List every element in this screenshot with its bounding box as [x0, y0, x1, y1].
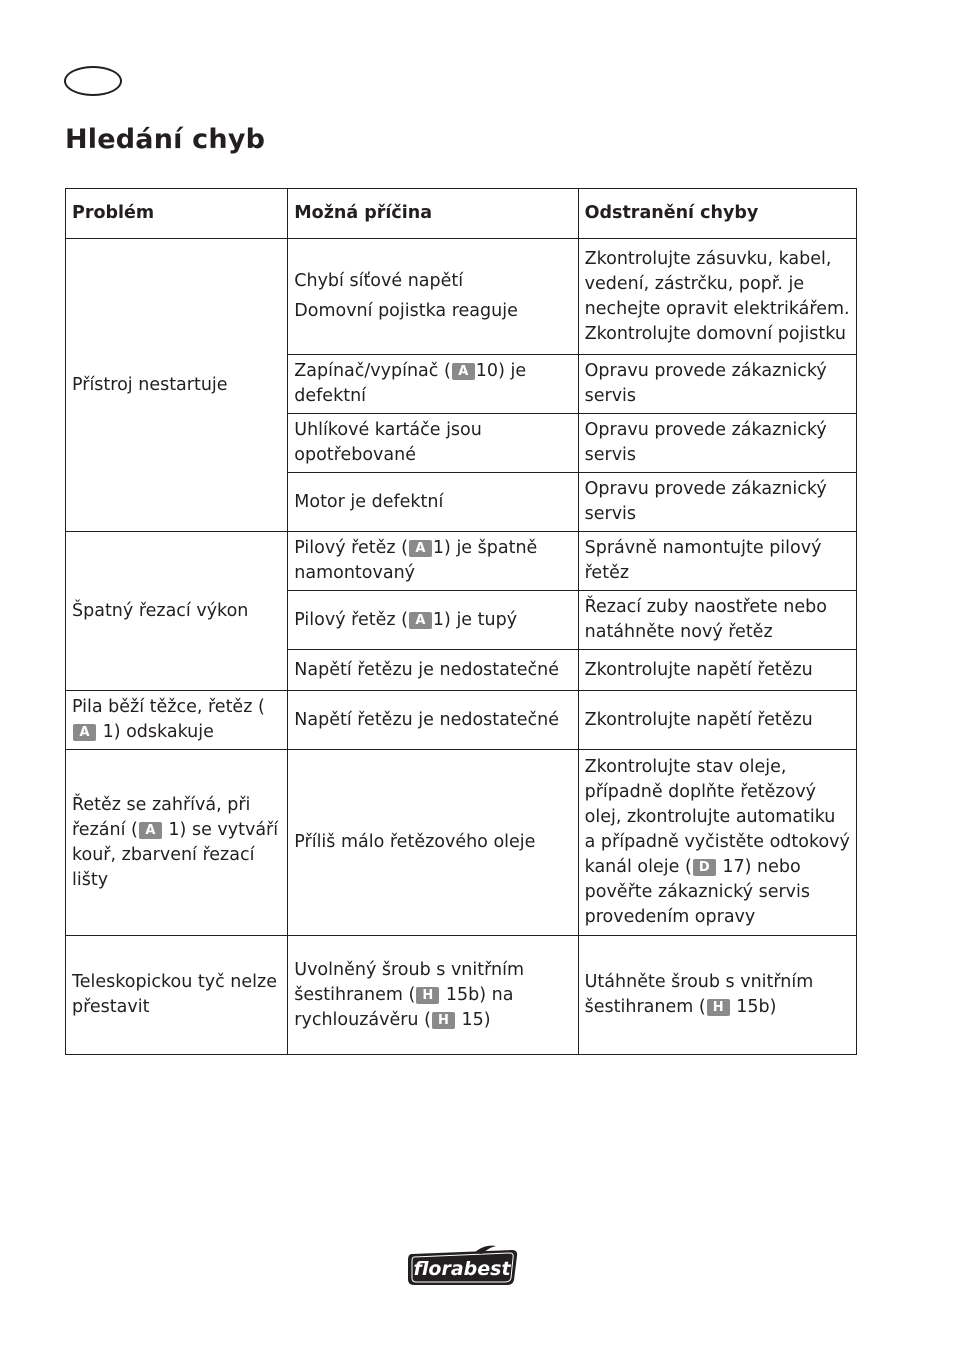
- problem-text: 1) se vytváří kouř, zbarvení řezací lišty: [72, 819, 279, 890]
- table-row: [66, 239, 857, 355]
- fix-text: 15b): [736, 997, 777, 1017]
- fix-cell: Zkontrolujte napětí řetězu: [578, 650, 856, 691]
- cause-cell: [288, 239, 578, 355]
- figure-a-badge: A: [409, 612, 432, 629]
- problem-cell: Teleskopickou tyč nelze přestavit: [66, 936, 288, 1055]
- cause-cell: Motor je defektní: [288, 473, 578, 532]
- cause-cell: Napětí řetězu je nedostatečné: [288, 691, 578, 750]
- fix-cell: Opravu provede zákaznický servis: [578, 355, 856, 414]
- problem-cell: Špatný řezací výkon: [66, 532, 288, 691]
- figure-h-badge: H: [416, 987, 439, 1004]
- fix-cell: Řezací zuby naostřete nebo natáhněte nový řetěz: [578, 591, 856, 650]
- header-problem: Problém: [66, 189, 288, 239]
- fix-cell: Opravu provede zákaznický servis: [578, 414, 856, 473]
- cause-cell: [288, 591, 578, 650]
- cause-line: Domovní pojistka reaguje: [294, 301, 518, 321]
- cause-text: Pilový řetěz (: [294, 538, 408, 558]
- table-header-row: [66, 189, 857, 239]
- figure-a-badge: A: [139, 822, 162, 839]
- cause-text: 15b) na rychlouzávěru (: [294, 984, 514, 1030]
- cause-cell: [288, 532, 578, 591]
- fix-cell: Správně namontujte pilový řetěz: [578, 532, 856, 591]
- figure-a-badge: A: [73, 724, 96, 741]
- cause-cell: Napětí řetězu je nedostatečné: [288, 650, 578, 691]
- figure-a-badge: A: [409, 540, 432, 557]
- cause-text: 1) je tupý: [432, 609, 518, 630]
- fix-cell: Zkontrolujte zásuvku, kabel, vedení, zástrčku, popř. je nechejte opravit elektrikářem. Zkontrolujte domovní pojistku: [578, 239, 856, 355]
- fix-text: 17) nebo pověřte zákaznický servis provedením opravy: [584, 857, 811, 927]
- cause-text: 1) je špatně namontovaný: [294, 538, 538, 583]
- table-row: [66, 532, 857, 591]
- table-row: [66, 750, 857, 936]
- problem-cell: [66, 691, 288, 750]
- problem-text: Řetěz se zahřívá, při řezání (: [72, 794, 251, 840]
- cause-cell: Příliš málo řetězového oleje: [288, 750, 578, 936]
- cause-cell: [288, 355, 578, 414]
- table-row: [66, 936, 857, 1055]
- language-marker: [64, 66, 122, 96]
- cause-text: Pilový řetěz (: [294, 609, 408, 630]
- header-cause: Možná příčina: [288, 189, 578, 239]
- problem-text: Přístroj nestartuje: [72, 374, 228, 395]
- figure-h-badge: H: [432, 1012, 455, 1029]
- fix-text: Zkontrolujte stav oleje, případně doplňte řetězový olej, zkontrolujte automatiku a případně vyčistěte odtokový kanál oleje (: [584, 757, 850, 877]
- cause-cell: [288, 936, 578, 1055]
- troubleshooting-table: [65, 188, 857, 1055]
- page-title: Hledání chyb: [65, 124, 266, 155]
- cause-text: 10) je defektní: [294, 361, 527, 406]
- problem-text: Pila běží těžce, řetěz (: [72, 697, 265, 717]
- fix-text: Utáhněte šroub s vnitřním šestihranem (: [584, 972, 814, 1017]
- cause-text: Zapínač/vypínač (: [294, 361, 451, 381]
- problem-cell: [66, 750, 288, 936]
- cause-cell: Uhlíkové kartáče jsou opotřebované: [288, 414, 578, 473]
- fix-cell: [578, 750, 856, 936]
- fix-cell: [578, 936, 856, 1055]
- table-row: [66, 691, 857, 750]
- problem-cell: [66, 239, 288, 532]
- logo-text: florabest: [413, 1258, 511, 1280]
- figure-d-badge: D: [693, 859, 716, 876]
- fix-cell: Zkontrolujte napětí řetězu: [578, 691, 856, 750]
- figure-h-badge: H: [707, 999, 730, 1016]
- cause-line: Chybí síťové napětí: [294, 271, 464, 291]
- figure-a-badge: A: [452, 363, 475, 380]
- header-fix: Odstranění chyby: [578, 189, 856, 239]
- fix-cell: Opravu provede zákaznický servis: [578, 473, 856, 532]
- florabest-logo: [404, 1244, 520, 1288]
- cause-text: Uvolněný šroub s vnitřním šestihranem (: [294, 959, 525, 1005]
- problem-text: 1) odskakuje: [102, 722, 214, 742]
- cause-text: 15): [461, 1009, 491, 1030]
